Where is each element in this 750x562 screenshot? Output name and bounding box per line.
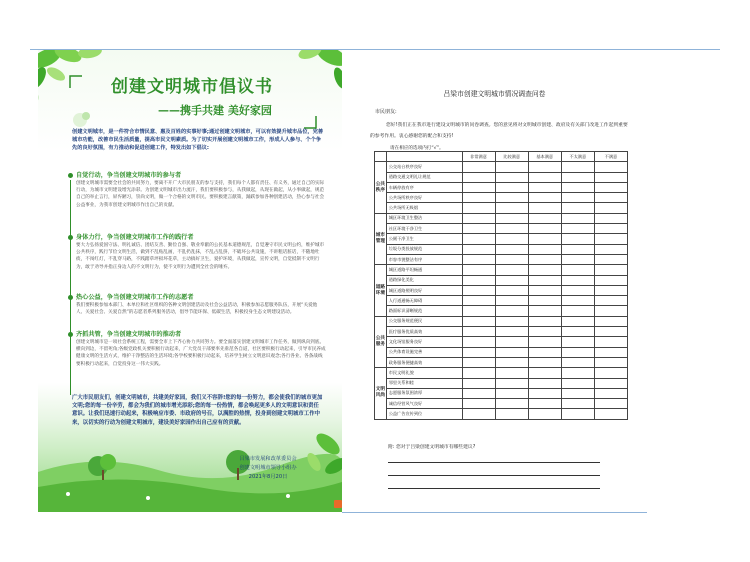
rating-checkbox-cell[interactable] [462,285,495,295]
survey-table [374,151,628,420]
rating-checkbox-cell[interactable] [594,378,627,388]
rating-checkbox-cell[interactable] [594,234,627,244]
rating-checkbox-cell[interactable] [495,285,528,295]
table-row [375,337,628,347]
category-cell: 城市管理 [375,213,387,264]
rating-checkbox-cell[interactable] [495,327,528,337]
table-row [375,316,628,326]
section-heading: 自觉行动，争当创建文明城市的参与者 [68,171,326,180]
table-row [375,409,628,419]
proposal-section [68,330,326,368]
answer-line[interactable] [388,488,600,489]
rating-header: 非常满意 [462,152,495,162]
rating-checkbox-cell[interactable] [594,203,627,213]
rating-checkbox-cell[interactable] [528,368,561,378]
proposal-section [68,293,326,316]
rating-checkbox-cell[interactable] [528,306,561,316]
rating-checkbox-cell[interactable] [561,368,594,378]
rating-checkbox-cell[interactable] [561,254,594,264]
survey-item: 政务服务便捷高效 [386,357,462,367]
table-row [375,224,628,234]
rating-checkbox-cell[interactable] [462,224,495,234]
table-row [375,347,628,357]
survey-item: 道路交通文明礼让规范 [386,172,462,182]
survey-item: 诚信经营风气良好 [386,399,462,409]
rating-checkbox-cell[interactable] [561,234,594,244]
table-row [375,254,628,264]
rating-checkbox-cell[interactable] [528,337,561,347]
rating-checkbox-cell[interactable] [462,347,495,357]
signature-org: 吕梁市发展和改革委员会 [239,456,297,462]
table-row [375,172,628,182]
questionnaire-greeting: 市民朋友: [375,109,397,115]
rating-checkbox-cell[interactable] [594,337,627,347]
rating-checkbox-cell[interactable] [561,296,594,306]
rating-checkbox-cell[interactable] [528,296,561,306]
rating-checkbox-cell[interactable] [462,193,495,203]
rating-checkbox-cell[interactable] [594,213,627,223]
category-cell: 公共秩序 [375,162,387,213]
rating-checkbox-cell[interactable] [462,327,495,337]
survey-item: 邻里关系和睦 [386,378,462,388]
rating-checkbox-cell[interactable] [528,378,561,388]
proposal-poster [38,50,342,512]
rating-checkbox-cell[interactable] [594,399,627,409]
rating-checkbox-cell[interactable] [462,306,495,316]
proposal-section [68,171,326,209]
section-body: 要大力弘扬爱国守法、明礼诚信、团结友善、勤俭自强、敬业奉献的公民基本道德规范，自觉遵守市民文明公约，维护城市公共秩序，践行节俭文明生活，做到不乱贴乱画，不乱扔乱抹，不乱占乱挤，不破坏公共设施，不讲粗话脏话，不随地吐痰，不闯红灯，不乱穿马路，不践踏草坪损坏花草，主动搞好卫生，爱护环境，从我做起，宣传文明，自觉抵制不文明行为，敢于劝导并指正身边人的不文明行为，使不文明行为遭到全社会的唾弃。 [76,243,325,270]
rating-checkbox-cell[interactable] [594,193,627,203]
table-row [375,378,628,388]
table-row [375,182,628,192]
rating-checkbox-cell[interactable] [462,213,495,223]
rating-checkbox-cell[interactable] [462,378,495,388]
rating-checkbox-cell[interactable] [561,409,594,419]
rating-checkbox-cell[interactable] [495,265,528,275]
rating-checkbox-cell[interactable] [462,399,495,409]
rating-checkbox-cell[interactable] [528,316,561,326]
signature-date: 2021年8月20日 [248,474,288,480]
rating-checkbox-cell[interactable] [495,347,528,357]
rating-checkbox-cell[interactable] [495,316,528,326]
rating-checkbox-cell[interactable] [594,254,627,264]
rating-checkbox-cell[interactable] [561,347,594,357]
survey-item: 市民文明礼貌 [386,368,462,378]
rating-checkbox-cell[interactable] [462,275,495,285]
section-heading: 身体力行，争当创建文明城市工作的践行者 [68,233,326,242]
rating-checkbox-cell[interactable] [528,388,561,398]
survey-item: 城区道路照明良好 [386,285,462,295]
rating-checkbox-cell[interactable] [495,388,528,398]
rating-checkbox-cell[interactable] [561,357,594,367]
survey-body [375,162,628,419]
category-cell: 道路环境 [375,265,387,316]
table-row [375,244,628,254]
rating-checkbox-cell[interactable] [462,244,495,254]
rating-checkbox-cell[interactable] [495,193,528,203]
rating-checkbox-cell[interactable] [495,172,528,182]
table-row [375,327,628,337]
rating-checkbox-cell[interactable] [495,368,528,378]
page-divider-bottom [342,512,647,513]
rating-checkbox-cell[interactable] [594,409,627,419]
rating-checkbox-cell[interactable] [528,347,561,357]
rating-checkbox-cell[interactable] [462,388,495,398]
rating-checkbox-cell[interactable] [528,265,561,275]
rating-checkbox-cell[interactable] [495,337,528,347]
table-row [375,285,628,295]
rating-checkbox-cell[interactable] [462,182,495,192]
rating-checkbox-cell[interactable] [462,316,495,326]
answer-line[interactable] [388,475,600,476]
poster-subtitle: ——携手共建 美好家园 [158,104,272,117]
rating-checkbox-cell[interactable] [462,203,495,213]
rating-checkbox-cell[interactable] [561,399,594,409]
table-row [375,193,628,203]
table-row [375,296,628,306]
rating-checkbox-cell[interactable] [561,203,594,213]
rating-checkbox-cell[interactable] [462,234,495,244]
rating-checkbox-cell[interactable] [495,275,528,285]
table-row [375,306,628,316]
survey-item: 市容市貌整洁有序 [386,254,462,264]
table-row [375,162,628,172]
rating-checkbox-cell[interactable] [528,357,561,367]
section-body: 我们要积极参加本部门、本单位和社区组织的各种文明创建活动及社会公益活动，积极参加志愿服务队伍，开展“关爱他人、关爱社会、关爱自然”的志愿者系列服务活动，倡导节能环保、低碳生活，积极投身生态文明建设活动。 [76,303,318,316]
rating-checkbox-cell[interactable] [528,285,561,295]
category-cell: 公共服务 [375,316,387,367]
rating-checkbox-cell[interactable] [594,182,627,192]
survey-item: 公共场所无吸烟 [386,203,462,213]
rating-checkbox-cell[interactable] [495,399,528,409]
rating-header: 不太满意 [561,152,594,162]
rating-checkbox-cell[interactable] [528,399,561,409]
rating-checkbox-cell[interactable] [561,162,594,172]
rating-checkbox-cell[interactable] [594,327,627,337]
table-row [375,388,628,398]
section-heading: 热心公益，争当创建文明城市工作的志愿者 [68,293,326,302]
rating-header: 比较满意 [495,152,528,162]
rating-checkbox-cell[interactable] [528,213,561,223]
rating-checkbox-cell[interactable] [561,193,594,203]
rating-checkbox-cell[interactable] [462,265,495,275]
survey-item: 道路绿化美化 [386,275,462,285]
survey-item: 城区环境卫生整洁 [386,213,462,223]
rating-checkbox-cell[interactable] [594,285,627,295]
poster-intro: 创建文明城市，是一件符合市情民意、惠及百姓的实事好事;通过创建文明城市，可以有效提升城市品位，完善城市功能，改善市民生活质量，提高市民文明素质。为了切实开展创建文明城市工作，形成人人参与、个个争先的良好氛围，有力推动和促进创建工作，特发出如下倡议: [72,129,324,151]
rating-checkbox-cell[interactable] [462,172,495,182]
questionnaire-hint: 请在相应的选项内打“√”。 [390,146,444,151]
questionnaire-page [342,50,647,512]
rating-checkbox-cell[interactable] [594,306,627,316]
rating-checkbox-cell[interactable] [594,357,627,367]
rating-checkbox-cell[interactable] [495,409,528,419]
poster-closing: 广大市民朋友们，创建文明城市，共建美好家园，我们义不容辞!您的每一份努力，都会使我们的城市更加文明;您的每一份辛劳，都会为我们的城市增光添彩;您的每一份热情，都会唤起更多人的文明意识和责任意识。让我们迅速行动起来，积极响应市委、市政府的号召，以满腔的热情，投身到创建文明城市工作中来，以切实的行动为创建文明城市，建设美好家园作出自己应有的贡献。 [72,395,323,426]
signature-office: 创建文明城市领导小组办 [239,465,297,471]
rating-checkbox-cell[interactable] [594,296,627,306]
survey-item: 公厕干净卫生 [386,234,462,244]
rating-checkbox-cell[interactable] [528,224,561,234]
rating-checkbox-cell[interactable] [495,244,528,254]
survey-item: 城区道路平坦畅通 [386,265,462,275]
rating-checkbox-cell[interactable] [528,203,561,213]
rating-checkbox-cell[interactable] [561,327,594,337]
suggestion-question: 附: 您对于吕梁创建文明城市有哪些建议? [388,445,476,450]
rating-checkbox-cell[interactable] [495,203,528,213]
rating-checkbox-cell[interactable] [594,172,627,182]
rating-checkbox-cell[interactable] [462,357,495,367]
table-header-row [375,152,628,162]
section-body: 创建文明城市需要全社会的共同努力，要离不开广大市民朋友的参与支持，我们每个人都有责任、有义务，通过自己的实际行动，为城市文明建设增光添彩。为创建文明城市出力流汗，我们要积极参与，从我做起，从现在做起，从小事做起，规范自己的举止言行，屏弃陋习，崇尚文明，做一个合格的文明市民。要积极建言献策，踊跃参加各种创建活动，热心参与社会公益事业，为我市创建文明城市作出自己的贡献。 [76,181,325,208]
survey-item: 垃圾分类投放规范 [386,244,462,254]
survey-item: 公共体育设施完善 [386,347,462,357]
rating-checkbox-cell[interactable] [594,347,627,357]
rating-checkbox-cell[interactable] [594,275,627,285]
questionnaire-intro: 您好!我们正在我市进行建设文明城市的问卷调查。您的意见将对文明城市创建、政府及有关部门改进工作起到重要的参考作用。衷心感谢您的配合和支持! [370,123,628,139]
survey-item: 公益广告宣传到位 [386,409,462,419]
rating-checkbox-cell[interactable] [561,172,594,182]
rating-checkbox-cell[interactable] [528,162,561,172]
rating-checkbox-cell[interactable] [462,162,495,172]
rating-checkbox-cell[interactable] [594,224,627,234]
rating-checkbox-cell[interactable] [528,254,561,264]
rating-checkbox-cell[interactable] [561,388,594,398]
survey-item: 路面标识清晰规范 [386,306,462,316]
rating-checkbox-cell[interactable] [528,244,561,254]
rating-header: 基本满意 [528,152,561,162]
table-row [375,203,628,213]
rating-header: 不满意 [594,152,627,162]
rating-checkbox-cell[interactable] [561,244,594,254]
section-body: 创建文明城市是一项社会系统工程，需要全市上下齐心协力共同努力。要全面落实创建文明城市工作任务，做到纵向到底、横向到边，不留死角;各级党政机关要积极行动起来，广大党员干部要率先垂范各自道，社区要积极行动起来，引导市民养成健康文明的生活方式，维护干净整洁的生活环境;各学校要积极行动起来，培养学生树立文明意识观念;各行各业、各条战线要积极行动起来，自觉投身这一伟大实践。 [76,340,326,367]
answer-line[interactable] [388,462,600,463]
rating-checkbox-cell[interactable] [561,378,594,388]
rating-checkbox-cell[interactable] [561,224,594,234]
rating-checkbox-cell[interactable] [594,244,627,254]
rating-checkbox-cell[interactable] [462,296,495,306]
rating-checkbox-cell[interactable] [528,234,561,244]
rating-checkbox-cell[interactable] [495,234,528,244]
poster-title: 创建文明城市倡议书 [111,77,273,97]
table-row [375,234,628,244]
survey-item: 公共场所秩序良好 [386,193,462,203]
rating-checkbox-cell[interactable] [528,172,561,182]
rating-checkbox-cell[interactable] [561,265,594,275]
rating-checkbox-cell[interactable] [462,337,495,347]
rating-checkbox-cell[interactable] [528,409,561,419]
rating-checkbox-cell[interactable] [495,357,528,367]
table-row [375,265,628,275]
rating-checkbox-cell[interactable] [528,275,561,285]
rating-checkbox-cell[interactable] [495,296,528,306]
survey-item: 公交站台秩序良好 [386,162,462,172]
rating-checkbox-cell[interactable] [495,254,528,264]
survey-item: 人行道通畅无障碍 [386,296,462,306]
table-row [375,275,628,285]
rating-checkbox-cell[interactable] [495,162,528,172]
category-cell: 文明风尚 [375,368,387,419]
section-heading: 齐抓共管，争当创建文明城市的推动者 [68,330,326,339]
rating-checkbox-cell[interactable] [594,162,627,172]
survey-item: 车辆停放有序 [386,182,462,192]
rating-checkbox-cell[interactable] [528,182,561,192]
rating-checkbox-cell[interactable] [561,285,594,295]
survey-item: 公交服务规范便民 [386,316,462,326]
rating-checkbox-cell[interactable] [561,306,594,316]
survey-item: 社区环境干净卫生 [386,224,462,234]
rating-checkbox-cell[interactable] [594,316,627,326]
rating-checkbox-cell[interactable] [594,265,627,275]
rating-checkbox-cell[interactable] [495,182,528,192]
rating-checkbox-cell[interactable] [495,224,528,234]
questionnaire-title: 吕梁市创建文明城市情况调查问卷 [443,90,546,98]
rating-checkbox-cell[interactable] [528,193,561,203]
table-row [375,399,628,409]
rating-checkbox-cell[interactable] [495,213,528,223]
table-row [375,368,628,378]
rating-checkbox-cell[interactable] [462,254,495,264]
table-row [375,357,628,367]
table-row [375,213,628,223]
rating-checkbox-cell[interactable] [561,213,594,223]
rating-checkbox-cell[interactable] [528,327,561,337]
rating-checkbox-cell[interactable] [594,388,627,398]
rating-checkbox-cell[interactable] [561,337,594,347]
corner-tag-icon [334,500,342,508]
survey-item: 医疗服务优质高效 [386,327,462,337]
survey-item: 志愿服务氛围浓厚 [386,388,462,398]
rating-checkbox-cell[interactable] [495,378,528,388]
rating-checkbox-cell[interactable] [495,306,528,316]
rating-checkbox-cell[interactable] [561,275,594,285]
rating-checkbox-cell[interactable] [561,182,594,192]
rating-checkbox-cell[interactable] [594,368,627,378]
rating-checkbox-cell[interactable] [561,316,594,326]
rating-checkbox-cell[interactable] [462,409,495,419]
proposal-section [68,233,326,271]
survey-item: 文化场馆服务良好 [386,337,462,347]
rating-checkbox-cell[interactable] [462,368,495,378]
